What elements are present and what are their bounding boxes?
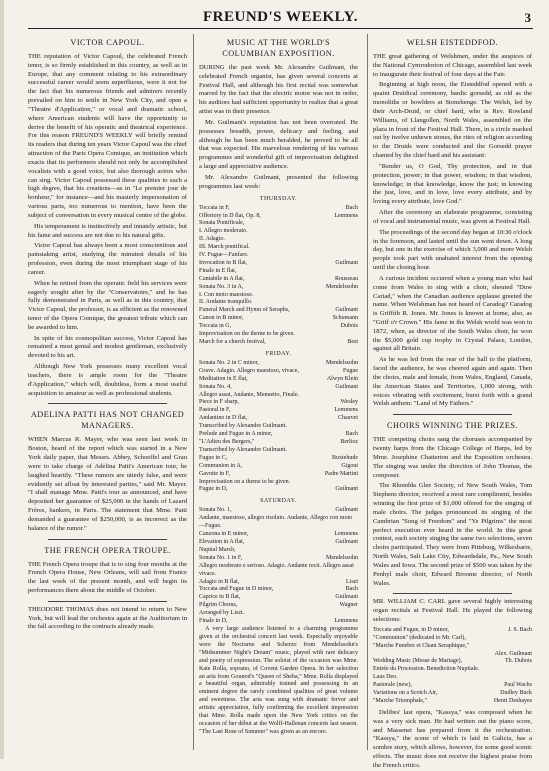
article-title-patti: ADELINA PATTI HAS NOT CHANGED MANAGERS. (30, 410, 185, 431)
programme-piece: Andante, maestoso, allegro risoluto. Andante, Allegro con moto—Fugue. (199, 515, 353, 530)
programme-list-carl (373, 627, 532, 706)
article-paragraph: Victor Capoul has always been a most conscientious and painstaking artist, studying the minutest details of his profession, even during the most triumphant stage of his career. (28, 242, 187, 276)
programme-piece: Toccata in G, (199, 323, 232, 330)
programme-piece: Pastoral in F, (199, 407, 231, 414)
programme-item (199, 268, 358, 276)
programme-piece: Caprice in B flat, (199, 594, 241, 601)
programme-piece: Transcribed by Alexandre Guilmant. (199, 423, 287, 430)
programme-piece: Prelude and Fugue in A minor, (199, 431, 273, 438)
programme-item (199, 323, 358, 331)
column-1 (28, 32, 187, 752)
article-paragraph: A curious incident occurred when a young man who had come from Wales to sing with a choir, shouted "Duw Cariad," when the Canadian audience applause greeted the name. When Welshman has not heard of Caradog? Caradog is Griffith R. Jones. Mr. Jones is known at home, also, as "Griff o'r Crown." His fame in the Welsh world was won in 1872, when, as director of the South Wales choir, he won the $5,000 gold cup trophy in Crystal Palace, London, against all Britain. (373, 274, 532, 353)
programme-composer: Guilmant (335, 307, 358, 314)
programme-item (373, 690, 532, 698)
programme-item (199, 555, 358, 563)
programme-item (199, 315, 358, 323)
programme-piece: Finale in E flat, (199, 267, 237, 274)
article-paragraph: The proceedings of the second day began at 10:30 o'clock in the forenoon, and lasted until the sun went down. A long day, but one in the exercise of which 3,000 and more Welsh people took part with unabated interest from the opening until the closing hour. (373, 228, 532, 272)
article-paragraph-kassya: Delibes' last opera, "Kassya," was composed when he was a very sick man. He had written out the piano score, and Massenet has prepared from it the orchestration. "Kassya," the scene of which is laid in Galicia, has a sombre story, which allows, however, for some good scenic effects. The music does not receive the highest praise from the French critics. (373, 708, 532, 769)
article-paragraph: His temperament is instinctively and innately artistic, but his fame and success are not due to his natural gifts. (28, 222, 187, 239)
programme-composer: Buxtehude (332, 454, 358, 461)
programme-piece: Pilgrim Chorus, (199, 602, 238, 609)
programme-composer: Paul Wachs (504, 682, 532, 689)
programme-item (373, 627, 532, 635)
programme-piece: I. Allegro moderato. (199, 228, 248, 235)
article-separator (48, 601, 167, 602)
programme-item (199, 360, 358, 368)
programme-composer: Dudley Buck (500, 690, 532, 697)
article-paragraph: THE reputation of Victor Capoul, the celebrated French tenor, is so firmly established in this country, as well as in Europe, that any comment relating to his extraordinary successful career would seem superfluous, were it not for the fact that his numerous friends and admirers recently prevailed on him to settle in New York City, and open a "Theatre d'Application," or vocal and dramatic school, where American students will have the opportunity to derive the benefit of his operatic and theatrical experience. For this reason FREUND'S WEEKLY will briefly remind its readers that during ten years Victor Capoul was the chief attraction of the Paris Opera Comique, an institution which exacts that its performers should not only be accomplished vocalists with a good voice, but also thorough actors who can sing. Victor Capoul possessed these qualities to such a high degree, that his creations—as in "Le premier jour de bonheur," for instance—and his masterly impersonation of various parts, too numerous to mention, have been the subject of conversation in every musical centre of the globe. (28, 52, 187, 219)
article-separator (48, 403, 167, 404)
programme-composer: Mendelssohn (326, 283, 358, 290)
programme-piece: IV. Fugue—Fanfare. (199, 252, 249, 259)
programme-piece: Elevation in A flat, (199, 539, 245, 545)
programme-piece: Finale in D, (199, 618, 228, 625)
programme-composer: Wesley (340, 399, 358, 406)
programme-composer: Lemmens (334, 212, 358, 219)
programme-item (199, 455, 358, 463)
article-paragraph: Beginning at high noon, the Eisteddfod opened with a quaint Druidical ceremony, bardic gorsedd, as old as the monoliths or bowlders at Stonehenge. The Welsh, led by their Arch-Druid, or chief bard, who is Rev. Rowland Williams, of Llangollen, North Wales, assembled on the plaza in front of the Festival Hall. There, in a circle marked out by twelve unhewn stones, the rites of religion according to the Druids were conducted and the Gorsedd prayer chanted by the chief bard and his assistant: (373, 81, 532, 160)
programme-piece: Canzona in E minor, (199, 531, 249, 538)
programme-item (199, 205, 358, 213)
programme-piece: Sonata No. 3 in A, (199, 283, 244, 290)
programme-item (199, 376, 358, 384)
programme-piece: Arranged by Liszt. (199, 610, 245, 617)
programme-piece: Funeral March and Hymn of Seraphs, (199, 307, 290, 314)
programme-composer: Alex. Guilmant (494, 650, 532, 657)
programme-piece: Toccata in F, (199, 204, 230, 211)
column-2 (199, 32, 358, 752)
programme-piece: II. Adagio. (199, 236, 225, 243)
programme-item (199, 479, 358, 487)
article-title-french-opera: THE FRENCH OPERA TROUPE. (44, 545, 171, 555)
programme-composer: Mendelssohn (326, 359, 358, 366)
programme-item (199, 515, 358, 531)
programme-item (199, 220, 358, 228)
programme-item (373, 666, 532, 674)
programme-piece: Toccata and Fugue in D minor, (199, 586, 274, 593)
programme-composer: Best (347, 339, 358, 345)
programme-item (199, 339, 358, 347)
article-body-capoul (28, 53, 187, 398)
article-body-choirs (373, 436, 532, 588)
programme-item (199, 252, 358, 260)
page-number: 3 (524, 10, 531, 25)
article-title-capoul: VICTOR CAPOUL. (70, 38, 145, 47)
programme-piece: Meditation in E flat, (199, 375, 248, 382)
programme-item (199, 531, 358, 539)
programme-piece: Piece in F sharp, (199, 399, 239, 406)
programme-piece: Nuptial March, (199, 546, 236, 553)
publication-title: FREUND'S WEEKLY. (203, 9, 358, 25)
programme-item (373, 643, 532, 651)
article-paragraph: After the ceremony an elaborate programme, consisting of vocal and instrumental music, was given at Festival Hall. (373, 209, 532, 225)
programme-piece: "Marche Triomphale," (373, 697, 427, 704)
programme-item (199, 431, 358, 439)
programme-item (373, 635, 532, 643)
programme-piece: Cantabile in A flat, (199, 275, 245, 282)
programme-piece: Sonata No. 1, (199, 507, 232, 514)
programme-item (373, 658, 532, 666)
article-paragraph: "Render us, O God, Thy protection, and in that protection, power; in that power, wisdom; in that wisdom, knowledge; in that knowledge, know the just; in knowing the just, love, and in love, love every attribute, and by loving every attribute, love God." (373, 162, 532, 206)
programme-item (199, 260, 358, 268)
programme-item (199, 486, 358, 494)
programme-piece: Fugue in D, (199, 486, 228, 493)
programme-piece: Sonata No. 1 in F, (199, 554, 243, 561)
programme-item (199, 384, 358, 392)
article-paragraph-thomas: THEODORE THOMAS does not intend to return to New York, but will lead the orchestra again at the Auditorium in the fall according to the contracts already made. (28, 605, 187, 631)
programme-item (199, 368, 358, 376)
programme-piece: Laus Deo. (373, 674, 398, 681)
programme-composer: Wagner (339, 602, 358, 609)
programme-item (199, 602, 358, 610)
programme-list-friday (199, 360, 358, 494)
programme-composer: Th. Dubois (505, 658, 532, 665)
article-separator (48, 539, 167, 540)
programme-item (199, 539, 358, 547)
article-body-welsh (373, 53, 532, 409)
programme-composer: Bach (345, 431, 358, 438)
programme-piece: Allegro assai, Andante, Menuetto, Finale. (199, 391, 299, 398)
programme-piece: Improvisation on a theme to be given. (199, 478, 291, 485)
programme-composer: Guilmant (335, 507, 358, 514)
programme-piece: Pastorale (new), (373, 682, 412, 689)
programme-item (199, 292, 358, 300)
programme-item (199, 399, 358, 407)
article-paragraph: In spite of his cosmopolitan success, Victor Capoul has remained a most genial and modest gentleman, exclusively devoted to his art. (28, 334, 187, 360)
programme-day-saturday: SATURDAY. (260, 498, 297, 505)
programme-piece: Gavotte in F, (199, 470, 231, 477)
programme-composer: Guilmant (335, 486, 358, 493)
programme-item (199, 563, 358, 579)
programme-piece: I. Con moto maestoso. (199, 291, 254, 298)
programme-item (199, 423, 358, 431)
programme-item (199, 236, 358, 244)
programme-piece: III. March pontifical. (199, 244, 250, 251)
programme-item (199, 415, 358, 423)
programme-piece: Andantino in D flat, (199, 415, 248, 422)
programme-composer: J. S. Bach (508, 626, 532, 633)
programme-composer: Lemmens (334, 618, 358, 625)
article-paragraph: The Rhondda Glee Society, of New South Wales, Tom Stephens director, received a most rare compliment, besides winning the first prize of $1,000 offered for the singing of male choirs. The judges pronounced its singing of the Cambrian "Song of Freedom" and "Ye Pilgrims" the most perfect execution ever heard in the world. In this great contest, each society singing the same two selections, seven choirs participated. They were from Pittsburg, Wilkesbarre, North Wales, Salt Lake City, Edwardsdale, Pa., New South Wales and Iowa. The second prize of $500 was taken by the Penhyl male choir, Edward Broome director, of North Wales. (373, 482, 532, 587)
article-title-exposition: MUSIC AT THE WORLD'S COLUMBIAN EXPOSITION. (222, 38, 335, 58)
programme-item (199, 579, 358, 587)
article-paragraph: THE competing choirs sang the choruses accompanied by twenty harps from the Chicago College of Harps, led by Mme. Josephine Chatterton and the Exposition orchestra. The singing was under the direction of John Thomas, the composer. (373, 436, 532, 479)
programme-piece: "Communion" (dedicated to Mr. Carl), (373, 634, 466, 641)
programme-piece: Invocation in B flat, (199, 259, 248, 266)
programme-composer: Mendelssohn (326, 554, 358, 561)
programme-piece: Allegro moderato e serioso. Adagio. Andante recit. Allegro assai vivace. (199, 562, 354, 577)
programme-piece: Variations on a Scotch Air, (373, 690, 438, 697)
programme-piece: Improvisation on the theme to be given. (199, 331, 295, 338)
programme-composer: Dubois (340, 323, 358, 330)
programme-piece: "L'Adieu des Bergers," (199, 439, 255, 445)
programme-piece: Wedding Music (Messe de Mariage), (373, 658, 462, 665)
programme-item (199, 284, 358, 292)
programme-piece: Adagio in B flat, (199, 578, 240, 585)
programme-composer: Lemmens (334, 407, 358, 414)
programme-composer: Schumann (332, 315, 358, 322)
article-title-choirs: CHOIRS WINNING THE PRIZES. (387, 421, 518, 431)
programme-composer: Guilmant (335, 383, 358, 390)
programme-item (199, 594, 358, 602)
programme-item (199, 244, 358, 252)
article-paragraph-intro: DURING the past week Mr. Alexandre Guilmant, the celebrated French organist, has given several concerts at Festival Hall, and although his first recital was somewhat marred by the fact that the electric motor was not in order, his auditors had sufficient opportunity to realize that a great artist was in their presence. (199, 63, 358, 116)
programme-piece: Grave. Adagio. Allegro maestoso, vivace, (199, 367, 299, 374)
column-rule-1 (193, 34, 194, 750)
programme-item (199, 276, 358, 284)
programme-list-thursday (199, 205, 358, 347)
programme-composer: Bach (345, 586, 358, 593)
article-paragraph-carl: MR. WILLIAM C. CARL gave several highly interesting organ recitals at Festival Hall. He played the following selections: (373, 598, 532, 623)
programme-item (199, 228, 358, 236)
article-paragraph: As he was led from the rear of the hall to the platform, faced the audience, he was cheered again and again. Then the choirs, male and female, from Wales, England, Canada, the American States and Territories, 1,000 strong, with voices vibrating with excitement, burst forth with a grand Welsh anthem: "Land of My Fathers." (373, 356, 532, 408)
programme-item (199, 471, 358, 479)
article-paragraph-patti: WHEN Marcus R. Mayer, who was seen last week in Boston, heard of the report which was started in a New York daily paper, that Messrs. Abbey, Schoeffel and Grau were to take charge of Adelina Patti's American tour, he laughed heartily. "These rumors are utterly false, and were evidently set afloat by interested parties," said Mr. Mayer. "I shall manage Mme. Patti's tour as announced, and have deposited her guarantee of $25,000 in the hands of Lazard Frères, bankers, in Paris. The statement that Mme. Patti demanded a guarantee of $250,000, is as incorrect as the balance of the rumor." (28, 436, 187, 532)
programme-piece: Sonata No. 4, (199, 383, 232, 390)
programme-composer: Bach (345, 204, 358, 211)
programme-item (199, 331, 358, 339)
programme-composer: Guilmant (335, 259, 358, 266)
programme-item (373, 698, 532, 706)
programme-composer: Lemmens (334, 531, 358, 538)
article-paragraph-french-opera: THE French Opera troupe that is to sing four months at the French Opera House, New Orleans, will sail from France the last week of the present month, and will begin its performances there about the middle of October. (28, 560, 187, 594)
programme-item (199, 547, 358, 555)
programme-item (199, 447, 358, 455)
programme-day-thursday: THURSDAY. (259, 195, 298, 202)
programme-piece: Transcribed by Alexandre Guilmant. (199, 446, 287, 453)
article-paragraph: Although New York possesses many excellent vocal teachers, there is ample room for the "Theatre d'Application," which will, doubtless, form a most useful acquisition to amateur as well as professional students. (28, 363, 187, 397)
article-paragraph-closing: A very large audience listened to a charming programme given at the orchestral concert last week. Especially enjoyable were the Nocturne and Scherzo from Mendelssohn's "Midsummer Night's Dream" music, played with rare delicacy and poetry of expression. The soloist of the occasion was Mme. Kate Rolla, soprano, of Covent Garden Opera. In her selection an aria from Gounod's "Queen of Sheba," Mme. Rolla displayed a beautiful organ, admirably trained and possessing in an eminent degree the rarely combined qualities of great volume and sweetness. The aria was sung with dramatic fervor and artistic appreciation, fully confirming the excellent impression that Mme. Rolla made upon the New York critics on the occasion of her début at the Wolff-Hallenan concerts last season. "The Last Rose of Summer" was given as an encore. (199, 625, 358, 735)
programme-item (199, 618, 358, 626)
article-separator (393, 593, 512, 594)
programme-item (373, 682, 532, 690)
programme-composer: Berlioz (340, 439, 358, 445)
programme-composer: Guilmant (335, 594, 358, 601)
programme-item (199, 439, 358, 447)
programme-item (373, 674, 532, 682)
programme-piece: Communion in A, (199, 462, 243, 469)
programme-list-saturday (199, 507, 358, 626)
programme-composer: Liszt (346, 578, 358, 585)
article-paragraph: Mr. Guilmant's reputation has not been overrated. He possesses breadth, power, delicacy and feeling, and although he has been much heralded, he proved to be all that was expected. His marvelous rendering of his various programmes and wonderful gift of improvisation delighted a large and appreciative audience. (199, 118, 358, 171)
programme-piece: Sonata No. 2 in C minor, (199, 359, 259, 366)
programme-item (199, 507, 358, 515)
programme-piece: "Marche Funebre et Chant Seraphique," (373, 642, 470, 649)
programme-piece: Toccata and Fugue, in D minor, (373, 626, 449, 633)
programme-piece: Canon in B minor, (199, 315, 244, 322)
programme-composer: Fugue (343, 367, 358, 374)
programme-item (199, 307, 358, 315)
column-rule-2 (367, 34, 368, 750)
article-paragraph: THE great gathering of Welshmen, under the auspices of the National Cymrodorion of Chicago, assembled last week to inaugurate their festival of four days at the Fair. (373, 52, 532, 78)
programme-piece: Sonata Pontificale, (199, 220, 245, 227)
programme-piece: March for a church festival, (199, 339, 266, 345)
article-title-welsh: WELSH EISTEDDFOD. (406, 38, 499, 47)
programme-composer: Padre Martini (324, 470, 358, 477)
programme-piece: Entrée du Procession. Benediction Nuptiale. (373, 666, 480, 673)
programme-item (199, 392, 358, 400)
programme-composer: Alwyn Klein (326, 375, 358, 382)
programme-item (199, 610, 358, 618)
programme-composer: Chauvet (338, 415, 358, 422)
article-paragraph: When he retired from the operatic field his services were eagerly sought after by the "Conservatoire," and he has fully demonstrated in Paris, as well as in this country, that Victor Capoul, the professor, is as efficient as the renowned tenor of the Opera Comique, the greatest tribute which can be awarded to him. (28, 279, 187, 331)
article-separator (393, 414, 512, 415)
programme-composer: Guilmant (335, 539, 358, 545)
programme-day-friday: FRIDAY. (265, 350, 292, 357)
column-3 (373, 32, 532, 769)
programme-piece: Fugue in C, (199, 454, 228, 461)
page-binding-edge (0, 0, 4, 759)
programme-composer: Rousseau (335, 275, 358, 282)
programme-item (199, 463, 358, 471)
programme-piece: Offertory in D flat, Op. 8, (199, 212, 261, 219)
programme-composer: Gigout (341, 462, 358, 469)
programme-piece: II. Andante tranquillo. (199, 299, 253, 306)
masthead (28, 8, 533, 29)
programme-composer: Henri Deshayes (493, 697, 532, 704)
article-paragraph: Mr. Alexandre Guilmant, presented the following programmes last week: (199, 173, 358, 190)
